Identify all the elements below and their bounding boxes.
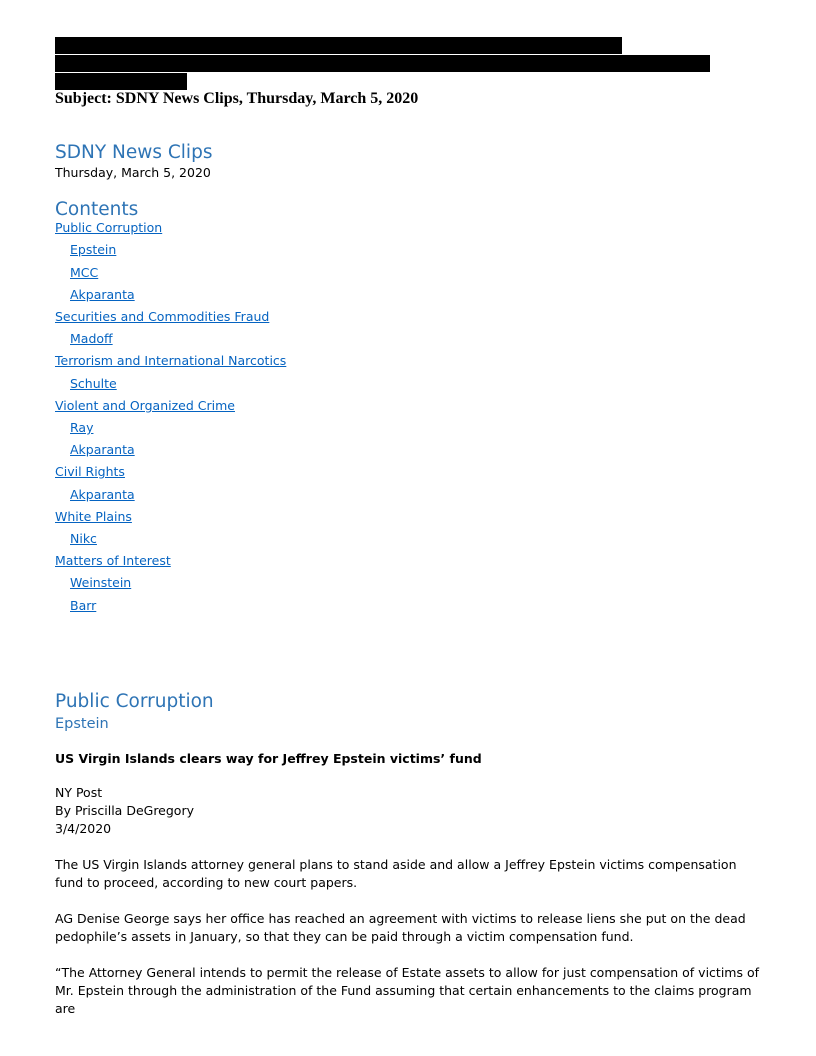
- toc-link-white-plains[interactable]: White Plains: [55, 509, 132, 524]
- redaction-bar: [55, 73, 187, 90]
- article-paragraph: “The Attorney General intends to permit the release of Estate assets to allow for just compensation of victims of Mr. Epstein through the administration of the Fund assuming that certain enhancements to the claims program are: [55, 965, 759, 1016]
- article-paragraph: The US Virgin Islands attorney general plans to stand aside and allow a Jeffrey Epstein victims compensation fund to proceed, according to new court papers.: [55, 857, 737, 890]
- toc-link-terrorism-narcotics[interactable]: Terrorism and International Narcotics: [55, 353, 287, 368]
- toc-link-akparanta[interactable]: Akparanta: [70, 487, 135, 502]
- redaction-bar: [55, 37, 622, 54]
- toc-link-madoff[interactable]: Madoff: [70, 331, 113, 346]
- toc-link-matters-of-interest[interactable]: Matters of Interest: [55, 553, 171, 568]
- email-subject: Subject: SDNY News Clips, Thursday, March 5, 2020: [55, 90, 419, 107]
- contents-heading: Contents: [55, 199, 139, 220]
- article-source: NY Post: [55, 785, 103, 800]
- toc-link-ray[interactable]: Ray: [70, 420, 94, 435]
- document-title: SDNY News Clips: [55, 142, 213, 163]
- article-date: 3/4/2020: [55, 821, 112, 836]
- toc-link-public-corruption[interactable]: Public Corruption: [55, 220, 163, 235]
- toc-link-akparanta[interactable]: Akparanta: [70, 287, 135, 302]
- section-subheading: Epstein: [55, 716, 109, 732]
- toc-link-mcc[interactable]: MCC: [70, 265, 99, 280]
- toc-link-epstein[interactable]: Epstein: [70, 242, 117, 257]
- section-heading: Public Corruption: [55, 691, 214, 712]
- toc-link-weinstein[interactable]: Weinstein: [70, 575, 132, 590]
- redaction-bar: [55, 55, 710, 72]
- document-date: Thursday, March 5, 2020: [55, 165, 211, 180]
- article-paragraph: AG Denise George says her office has reached an agreement with victims to release liens she put on the dead pedophile’s assets in January, so that they can be paid through a victim compensation fund.: [55, 911, 746, 944]
- toc-link-schulte[interactable]: Schulte: [70, 376, 117, 391]
- toc-link-barr[interactable]: Barr: [70, 598, 97, 613]
- toc-link-nikc[interactable]: Nikc: [70, 531, 97, 546]
- article-byline: By Priscilla DeGregory: [55, 803, 194, 818]
- article-headline: US Virgin Islands clears way for Jeffrey Epstein victims’ fund: [55, 751, 482, 766]
- toc-link-securities-fraud[interactable]: Securities and Commodities Fraud: [55, 309, 270, 324]
- toc-link-violent-organized-crime[interactable]: Violent and Organized Crime: [55, 398, 235, 413]
- toc-link-civil-rights[interactable]: Civil Rights: [55, 464, 125, 479]
- toc-link-akparanta[interactable]: Akparanta: [70, 442, 135, 457]
